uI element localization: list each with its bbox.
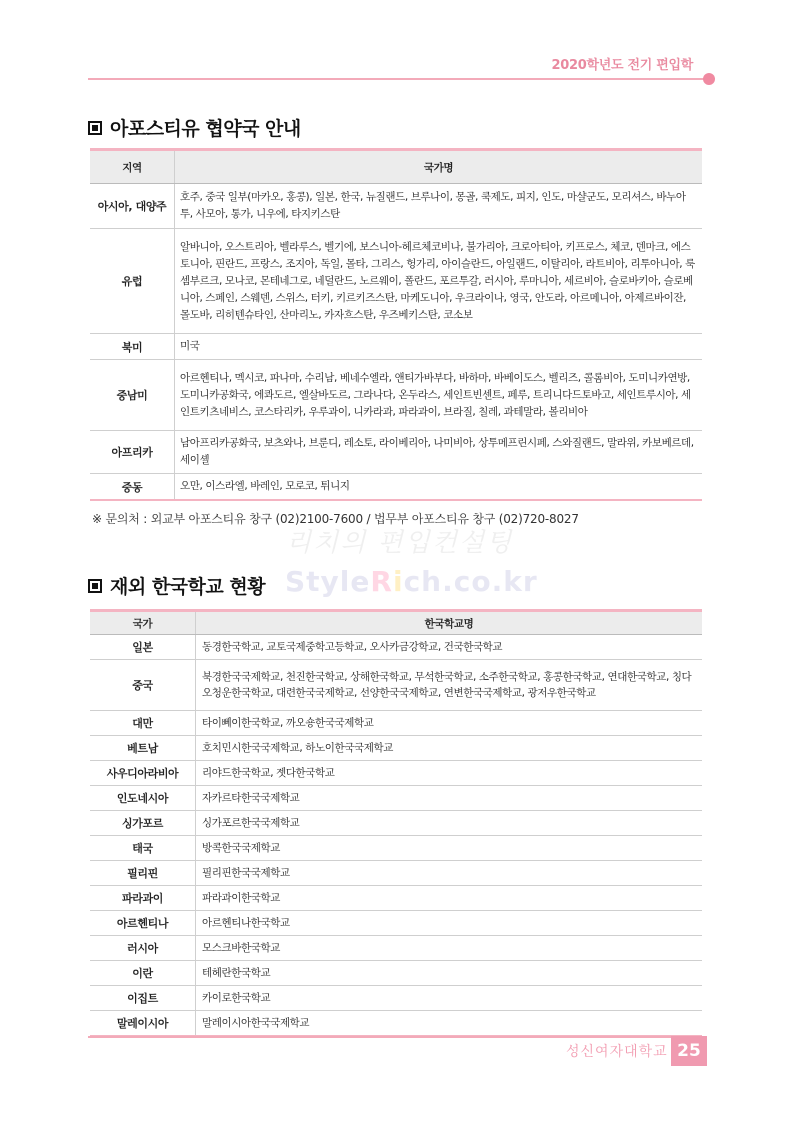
apostille-table [90,148,702,501]
page-number: 25 [671,1036,707,1066]
country-cell: 중국 [90,660,196,711]
country-cell: 이란 [90,961,196,986]
region-cell: 유럽 [90,229,175,334]
country-cell: 이집트 [90,986,196,1011]
watermark-korean: 리치의 편입컨설팅 [286,528,514,558]
col-country-header: 국가 [90,611,196,635]
schools-cell: 말레이시아한국국제학교 [196,1011,703,1037]
country-cell: 대만 [90,711,196,736]
section2-title [88,572,265,599]
schools-cell: 북경한국국제학교, 천진한국학교, 상해한국학교, 무석한국학교, 소주한국학교, 홍콩한국학교, 연대한국학교, 칭다오청운한국학교, 대련한국국제학교, 선양한국국제학교, 연변한국국제학교, 광저우한국학교 [196,660,703,711]
table-row [90,811,702,836]
table-row [90,736,702,761]
countries-cell: 오만, 이스라엘, 바레인, 모로코, 튀니지 [175,474,703,501]
country-cell: 싱가포르 [90,811,196,836]
schools-cell: 자카르타한국국제학교 [196,786,703,811]
table-row [90,660,702,711]
footer-line [88,1036,704,1038]
table-row [90,886,702,911]
table-row [90,360,702,431]
section-square-icon [88,579,102,593]
country-cell: 일본 [90,635,196,660]
country-cell: 아르헨티나 [90,911,196,936]
countries-cell: 미국 [175,334,703,360]
table-row [90,761,702,786]
section1-title-text: 아포스티유 협약국 안내 [110,118,301,140]
col-countries-header: 국가명 [175,150,703,184]
schools-cell: 호치민시한국국제학교, 하노이한국국제학교 [196,736,703,761]
schools-cell: 카이로한국학교 [196,986,703,1011]
section-square-icon [88,121,102,135]
table-row [90,229,702,334]
countries-cell: 호주, 중국 일부(마카오, 홍콩), 일본, 한국, 뉴질랜드, 브루나이, 몽골, 쿡제도, 피지, 인도, 마샬군도, 모리셔스, 바누아투, 사모아, 통가, 니우에, 타지키스탄 [175,184,703,229]
country-cell: 태국 [90,836,196,861]
korean-schools-table [90,609,702,1037]
country-cell: 사우디아라비아 [90,761,196,786]
watermark-part: ch.co.kr [403,565,538,598]
watermark-part: Style [285,565,371,598]
table-row [90,635,702,660]
watermark-logo [285,565,538,598]
region-cell: 아프리카 [90,431,175,474]
table-row [90,961,702,986]
section1-title [88,114,301,141]
country-cell: 필리핀 [90,861,196,886]
schools-cell: 동경한국학교, 교토국제중학고등학교, 오사카금강학교, 건국한국학교 [196,635,703,660]
table-row [90,911,702,936]
table-row [90,431,702,474]
table-row [90,1011,702,1037]
table-row [90,184,702,229]
country-cell: 베트남 [90,736,196,761]
table-row [90,334,702,360]
country-cell: 인도네시아 [90,786,196,811]
table-row [90,936,702,961]
country-cell: 러시아 [90,936,196,961]
table-row [90,836,702,861]
table-row [90,786,702,811]
countries-cell: 알바니아, 오스트리아, 벨라루스, 벨기에, 보스니아-헤르체코비나, 불가리아, 크로아티아, 키프로스, 체코, 덴마크, 에스토니아, 핀란드, 프랑스, 조지아, 독일, 몰타, 그리스, 헝가리, 아이슬란드, 아일랜드, 이탈리아, 라트비아, 리투아니아, 룩셈부르크, 모나코, 몬테네그로, 네덜란드, 노르웨이, 폴란드, 포르투갈, 러시아, 루마니아, 세르비아, 슬로바키아, 슬로베니아, 스페인, 스웨덴, 스위스, 터키, 키르키즈스탄, 마케도니아, 우크라이나, 영국, 안도라, 아르메니아, 아제르바이잔, 몰도바, 리히텐슈타인, 산마리노, 카자흐스탄, 우즈베키스탄, 코소보 [175,229,703,334]
header-title: 2020학년도 전기 편입학 [551,58,693,73]
schools-cell: 타이뻬이한국학교, 까오숑한국국제학교 [196,711,703,736]
watermark-part: R [370,565,393,598]
schools-cell: 테헤란한국학교 [196,961,703,986]
region-cell: 중남미 [90,360,175,431]
schools-cell: 모스크바한국학교 [196,936,703,961]
schools-cell: 아르헨티나한국학교 [196,911,703,936]
table-row [90,986,702,1011]
table-row [90,861,702,886]
schools-cell: 싱가포르한국국제학교 [196,811,703,836]
col-region-header: 지역 [90,150,175,184]
header-dot [703,73,715,85]
countries-cell: 남아프리카공화국, 보츠와나, 브룬디, 레소토, 라이베리아, 나미비아, 상투메프린시페, 스와질랜드, 말라위, 카보베르데, 세이셸 [175,431,703,474]
header-line [88,78,704,80]
region-cell: 중동 [90,474,175,501]
table-row [90,474,702,501]
col-schools-header: 한국학교명 [196,611,703,635]
countries-cell: 아르헨티나, 멕시코, 파나마, 수리남, 베네수엘라, 앤티가바부다, 바하마, 바베이도스, 벨리즈, 콜롬비아, 도미니카연방, 도미니카공화국, 에콰도르, 엘살바도르, 그라나다, 온두라스, 세인트빈센트, 페루, 트리니다드토바고, 세인트루시아, 세인트키츠네비스, 코스타리카, 우루과이, 니카라과, 파라과이, 브라질, 칠레, 과테말라, 볼리비아 [175,360,703,431]
schools-cell: 필리핀한국국제학교 [196,861,703,886]
section2-title-text: 재외 한국학교 현황 [110,576,266,598]
contact-note: ※ 문의처 : 외교부 아포스티유 창구 (02)2100-7600 / 법무부 아포스티유 창구 (02)720-8027 [92,512,579,526]
schools-cell: 방콕한국국제학교 [196,836,703,861]
footer-school-name: 성신여자대학교 [566,1044,668,1060]
schools-cell: 파라과이한국학교 [196,886,703,911]
schools-cell: 리야드한국학교, 젯다한국학교 [196,761,703,786]
watermark-part: i [392,565,404,598]
region-cell: 북미 [90,334,175,360]
country-cell: 말레이시아 [90,1011,196,1037]
region-cell: 아시아, 대양주 [90,184,175,229]
table-row [90,711,702,736]
country-cell: 파라과이 [90,886,196,911]
